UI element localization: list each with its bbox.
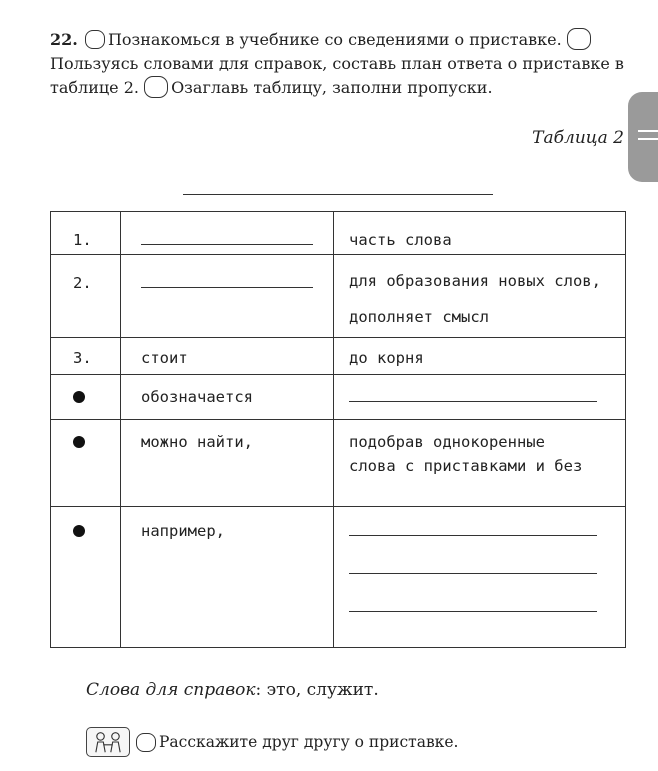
bullet-icon (73, 391, 85, 403)
fill-blank[interactable] (141, 228, 313, 245)
table-row (51, 420, 626, 507)
oval-mark-icon (567, 28, 591, 50)
fill-blank[interactable] (349, 519, 597, 536)
fill-blank[interactable] (349, 385, 597, 402)
pair-task-text: Расскажите друг другу о приставке. (159, 733, 459, 751)
table-row (51, 212, 626, 255)
row-text: обозначается (121, 375, 334, 420)
task-number: 22. (50, 30, 78, 49)
row-text: стоит (121, 338, 334, 375)
pair-work-icon (86, 727, 130, 757)
fill-blank[interactable] (349, 595, 597, 612)
reference-words (86, 680, 379, 700)
table-row (51, 375, 626, 420)
row-text: до корня (334, 338, 626, 375)
fill-blank[interactable] (349, 557, 597, 574)
oval-mark-icon (144, 76, 168, 98)
bullet-icon (73, 436, 85, 448)
reference-words-text: : это, служит. (255, 680, 379, 700)
oval-mark-icon (136, 733, 156, 752)
pair-task (86, 727, 458, 757)
task-text-3: Озаглавь таблицу, заполни пропуски. (171, 78, 493, 97)
bullet-icon (73, 525, 85, 537)
side-tab-icon (628, 92, 658, 182)
table-row (51, 255, 626, 338)
row-text: например, (121, 507, 334, 648)
fill-blank[interactable] (141, 271, 313, 288)
table-title-blank[interactable] (183, 194, 493, 195)
task-text-1: Познакомься в учебнике со сведениями о приставке. (107, 30, 562, 49)
reference-label: Слова для справок (86, 680, 256, 700)
row-number: 1. (51, 212, 121, 255)
task-text (50, 28, 630, 100)
row-number: 2. (51, 255, 121, 338)
task-text-2: Пользуясь словами для справок, составь план ответа о приставке в таблице 2. (50, 54, 624, 97)
table-row (51, 338, 626, 375)
row-text: подобрав однокоренные слова с приставками и без (334, 420, 626, 507)
row-text: можно найти, (121, 420, 334, 507)
row-text: часть слова (334, 212, 626, 255)
row-text: для образования новых слов, дополняет смысл (334, 255, 626, 338)
plan-table (50, 211, 626, 648)
oval-mark-icon (85, 30, 105, 49)
row-number: 3. (51, 338, 121, 375)
table-row (51, 507, 626, 648)
table-caption: Таблица 2 (532, 128, 624, 148)
